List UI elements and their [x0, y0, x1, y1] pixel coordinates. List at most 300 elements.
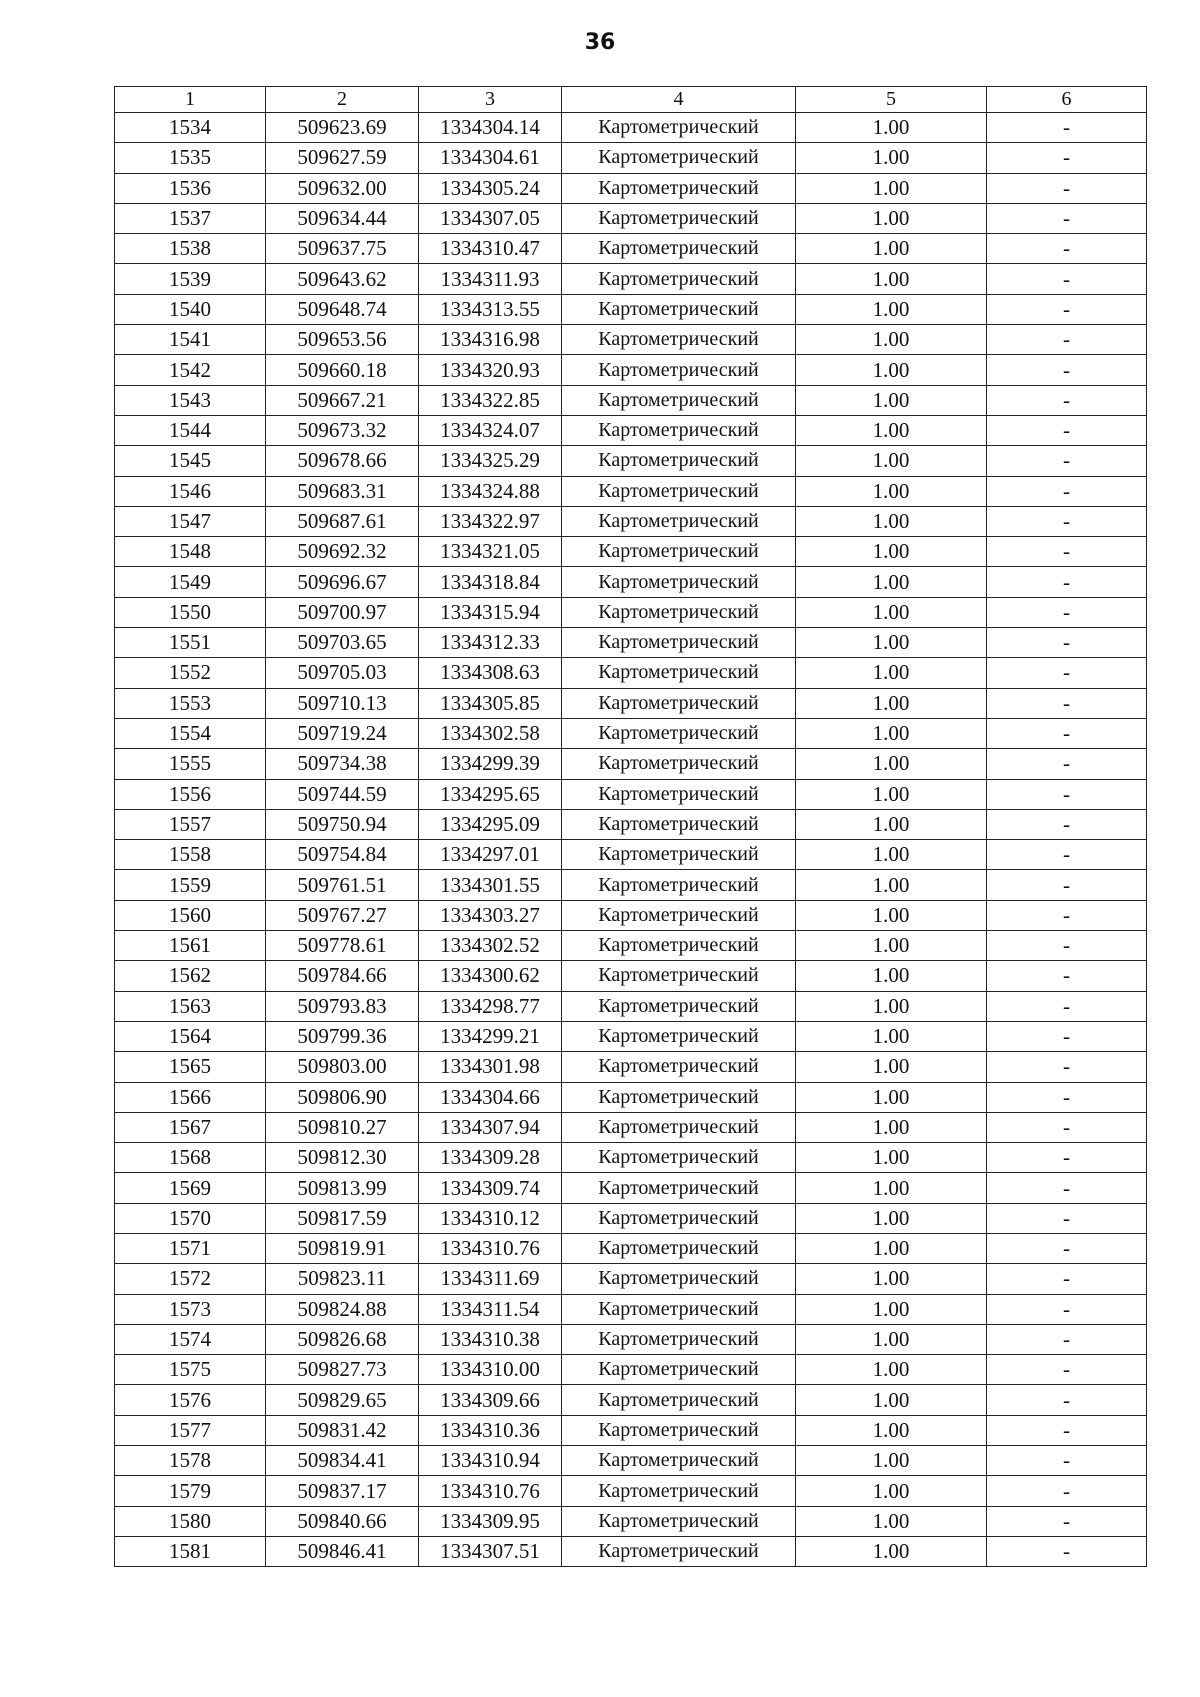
x-coordinate-cell: 509667.21 [266, 385, 419, 415]
accuracy-cell: 1.00 [796, 688, 987, 718]
x-coordinate-cell: 509734.38 [266, 749, 419, 779]
y-coordinate-cell: 1334316.98 [419, 325, 562, 355]
x-coordinate-cell: 509700.97 [266, 597, 419, 627]
accuracy-cell: 1.00 [796, 1476, 987, 1506]
y-coordinate-cell: 1334309.74 [419, 1173, 562, 1203]
description-cell: - [987, 234, 1147, 264]
description-cell: - [987, 809, 1147, 839]
method-cell: Картометрический [562, 658, 796, 688]
method-cell: Картометрический [562, 143, 796, 173]
point-number-cell: 1534 [115, 113, 266, 143]
table-row [115, 1203, 1147, 1233]
table-row [115, 325, 1147, 355]
y-coordinate-cell: 1334295.65 [419, 779, 562, 809]
x-coordinate-cell: 509823.11 [266, 1264, 419, 1294]
y-coordinate-cell: 1334308.63 [419, 658, 562, 688]
description-cell: - [987, 1385, 1147, 1415]
accuracy-cell: 1.00 [796, 325, 987, 355]
y-coordinate-cell: 1334302.58 [419, 718, 562, 748]
description-cell: - [987, 688, 1147, 718]
column-header: 1 [115, 87, 266, 113]
x-coordinate-cell: 509627.59 [266, 143, 419, 173]
accuracy-cell: 1.00 [796, 1143, 987, 1173]
point-number-cell: 1581 [115, 1536, 266, 1566]
x-coordinate-cell: 509687.61 [266, 506, 419, 536]
y-coordinate-cell: 1334298.77 [419, 991, 562, 1021]
x-coordinate-cell: 509634.44 [266, 203, 419, 233]
description-cell: - [987, 173, 1147, 203]
method-cell: Картометрический [562, 1415, 796, 1445]
table-header-row [115, 87, 1147, 113]
description-cell: - [987, 1082, 1147, 1112]
x-coordinate-cell: 509840.66 [266, 1506, 419, 1536]
accuracy-cell: 1.00 [796, 809, 987, 839]
point-number-cell: 1548 [115, 537, 266, 567]
accuracy-cell: 1.00 [796, 203, 987, 233]
y-coordinate-cell: 1334310.36 [419, 1415, 562, 1445]
table-row [115, 1446, 1147, 1476]
coordinates-table [114, 86, 1147, 1567]
table-row [115, 1476, 1147, 1506]
description-cell: - [987, 1476, 1147, 1506]
table-row [115, 1294, 1147, 1324]
x-coordinate-cell: 509744.59 [266, 779, 419, 809]
table-row [115, 1112, 1147, 1142]
x-coordinate-cell: 509803.00 [266, 1052, 419, 1082]
point-number-cell: 1551 [115, 628, 266, 658]
table-row [115, 1324, 1147, 1354]
description-cell: - [987, 1021, 1147, 1051]
point-number-cell: 1544 [115, 415, 266, 445]
point-number-cell: 1557 [115, 809, 266, 839]
x-coordinate-cell: 509703.65 [266, 628, 419, 658]
table-row [115, 173, 1147, 203]
method-cell: Картометрический [562, 688, 796, 718]
description-cell: - [987, 1324, 1147, 1354]
x-coordinate-cell: 509824.88 [266, 1294, 419, 1324]
point-number-cell: 1550 [115, 597, 266, 627]
description-cell: - [987, 1264, 1147, 1294]
accuracy-cell: 1.00 [796, 173, 987, 203]
y-coordinate-cell: 1334320.93 [419, 355, 562, 385]
x-coordinate-cell: 509831.42 [266, 1415, 419, 1445]
table-row [115, 1082, 1147, 1112]
column-header: 3 [419, 87, 562, 113]
point-number-cell: 1563 [115, 991, 266, 1021]
point-number-cell: 1576 [115, 1385, 266, 1415]
point-number-cell: 1572 [115, 1264, 266, 1294]
point-number-cell: 1566 [115, 1082, 266, 1112]
table-row [115, 506, 1147, 536]
method-cell: Картометрический [562, 749, 796, 779]
y-coordinate-cell: 1334309.66 [419, 1385, 562, 1415]
method-cell: Картометрический [562, 628, 796, 658]
accuracy-cell: 1.00 [796, 1052, 987, 1082]
method-cell: Картометрический [562, 446, 796, 476]
table-row [115, 1506, 1147, 1536]
method-cell: Картометрический [562, 1052, 796, 1082]
table-row [115, 1385, 1147, 1415]
y-coordinate-cell: 1334311.93 [419, 264, 562, 294]
x-coordinate-cell: 509806.90 [266, 1082, 419, 1112]
accuracy-cell: 1.00 [796, 113, 987, 143]
accuracy-cell: 1.00 [796, 961, 987, 991]
accuracy-cell: 1.00 [796, 658, 987, 688]
y-coordinate-cell: 1334307.94 [419, 1112, 562, 1142]
y-coordinate-cell: 1334310.94 [419, 1446, 562, 1476]
table-row [115, 779, 1147, 809]
x-coordinate-cell: 509817.59 [266, 1203, 419, 1233]
x-coordinate-cell: 509812.30 [266, 1143, 419, 1173]
point-number-cell: 1569 [115, 1173, 266, 1203]
description-cell: - [987, 143, 1147, 173]
description-cell: - [987, 1536, 1147, 1566]
accuracy-cell: 1.00 [796, 1415, 987, 1445]
description-cell: - [987, 718, 1147, 748]
point-number-cell: 1553 [115, 688, 266, 718]
table-row [115, 1415, 1147, 1445]
accuracy-cell: 1.00 [796, 446, 987, 476]
accuracy-cell: 1.00 [796, 143, 987, 173]
accuracy-cell: 1.00 [796, 537, 987, 567]
x-coordinate-cell: 509778.61 [266, 931, 419, 961]
method-cell: Картометрический [562, 1203, 796, 1233]
method-cell: Картометрический [562, 597, 796, 627]
method-cell: Картометрический [562, 991, 796, 1021]
description-cell: - [987, 628, 1147, 658]
x-coordinate-cell: 509750.94 [266, 809, 419, 839]
accuracy-cell: 1.00 [796, 234, 987, 264]
point-number-cell: 1579 [115, 1476, 266, 1506]
description-cell: - [987, 1294, 1147, 1324]
accuracy-cell: 1.00 [796, 840, 987, 870]
table-row [115, 294, 1147, 324]
x-coordinate-cell: 509837.17 [266, 1476, 419, 1506]
column-header: 4 [562, 87, 796, 113]
table-row [115, 1052, 1147, 1082]
method-cell: Картометрический [562, 1021, 796, 1051]
method-cell: Картометрический [562, 385, 796, 415]
point-number-cell: 1574 [115, 1324, 266, 1354]
accuracy-cell: 1.00 [796, 1536, 987, 1566]
description-cell: - [987, 991, 1147, 1021]
point-number-cell: 1558 [115, 840, 266, 870]
table-row [115, 749, 1147, 779]
table-row [115, 961, 1147, 991]
description-cell: - [987, 1052, 1147, 1082]
page-number: 36 [584, 30, 616, 55]
y-coordinate-cell: 1334297.01 [419, 840, 562, 870]
description-cell: - [987, 1233, 1147, 1263]
description-cell: - [987, 900, 1147, 930]
y-coordinate-cell: 1334311.69 [419, 1264, 562, 1294]
y-coordinate-cell: 1334310.00 [419, 1355, 562, 1385]
table-row [115, 597, 1147, 627]
x-coordinate-cell: 509846.41 [266, 1536, 419, 1566]
y-coordinate-cell: 1334315.94 [419, 597, 562, 627]
y-coordinate-cell: 1334301.55 [419, 870, 562, 900]
point-number-cell: 1541 [115, 325, 266, 355]
y-coordinate-cell: 1334304.66 [419, 1082, 562, 1112]
y-coordinate-cell: 1334311.54 [419, 1294, 562, 1324]
accuracy-cell: 1.00 [796, 1203, 987, 1233]
description-cell: - [987, 658, 1147, 688]
x-coordinate-cell: 509829.65 [266, 1385, 419, 1415]
y-coordinate-cell: 1334322.97 [419, 506, 562, 536]
point-number-cell: 1540 [115, 294, 266, 324]
x-coordinate-cell: 509819.91 [266, 1233, 419, 1263]
accuracy-cell: 1.00 [796, 1233, 987, 1263]
column-header: 2 [266, 87, 419, 113]
accuracy-cell: 1.00 [796, 1324, 987, 1354]
x-coordinate-cell: 509632.00 [266, 173, 419, 203]
x-coordinate-cell: 509754.84 [266, 840, 419, 870]
point-number-cell: 1536 [115, 173, 266, 203]
description-cell: - [987, 1506, 1147, 1536]
accuracy-cell: 1.00 [796, 355, 987, 385]
x-coordinate-cell: 509648.74 [266, 294, 419, 324]
description-cell: - [987, 779, 1147, 809]
table-row [115, 628, 1147, 658]
accuracy-cell: 1.00 [796, 900, 987, 930]
method-cell: Картометрический [562, 203, 796, 233]
y-coordinate-cell: 1334305.24 [419, 173, 562, 203]
point-number-cell: 1539 [115, 264, 266, 294]
method-cell: Картометрический [562, 870, 796, 900]
point-number-cell: 1543 [115, 385, 266, 415]
description-cell: - [987, 506, 1147, 536]
point-number-cell: 1564 [115, 1021, 266, 1051]
table-row [115, 446, 1147, 476]
accuracy-cell: 1.00 [796, 1173, 987, 1203]
method-cell: Картометрический [562, 1476, 796, 1506]
x-coordinate-cell: 509827.73 [266, 1355, 419, 1385]
point-number-cell: 1567 [115, 1112, 266, 1142]
x-coordinate-cell: 509683.31 [266, 476, 419, 506]
method-cell: Картометрический [562, 961, 796, 991]
table-row [115, 203, 1147, 233]
y-coordinate-cell: 1334301.98 [419, 1052, 562, 1082]
point-number-cell: 1570 [115, 1203, 266, 1233]
table-row [115, 1143, 1147, 1173]
method-cell: Картометрический [562, 779, 796, 809]
method-cell: Картометрический [562, 234, 796, 264]
method-cell: Картометрический [562, 1264, 796, 1294]
description-cell: - [987, 597, 1147, 627]
table-row [115, 1173, 1147, 1203]
point-number-cell: 1560 [115, 900, 266, 930]
point-number-cell: 1556 [115, 779, 266, 809]
description-cell: - [987, 840, 1147, 870]
x-coordinate-cell: 509793.83 [266, 991, 419, 1021]
description-cell: - [987, 415, 1147, 445]
description-cell: - [987, 294, 1147, 324]
method-cell: Картометрический [562, 900, 796, 930]
table-row [115, 264, 1147, 294]
method-cell: Картометрический [562, 476, 796, 506]
accuracy-cell: 1.00 [796, 1506, 987, 1536]
description-cell: - [987, 1203, 1147, 1233]
method-cell: Картометрический [562, 567, 796, 597]
table-row [115, 537, 1147, 567]
accuracy-cell: 1.00 [796, 931, 987, 961]
point-number-cell: 1549 [115, 567, 266, 597]
accuracy-cell: 1.00 [796, 991, 987, 1021]
accuracy-cell: 1.00 [796, 294, 987, 324]
method-cell: Картометрический [562, 931, 796, 961]
x-coordinate-cell: 509834.41 [266, 1446, 419, 1476]
description-cell: - [987, 1355, 1147, 1385]
accuracy-cell: 1.00 [796, 506, 987, 536]
y-coordinate-cell: 1334304.14 [419, 113, 562, 143]
x-coordinate-cell: 509678.66 [266, 446, 419, 476]
y-coordinate-cell: 1334310.76 [419, 1476, 562, 1506]
table-row [115, 1355, 1147, 1385]
table-row [115, 991, 1147, 1021]
y-coordinate-cell: 1334307.51 [419, 1536, 562, 1566]
x-coordinate-cell: 509705.03 [266, 658, 419, 688]
table-row [115, 415, 1147, 445]
x-coordinate-cell: 509813.99 [266, 1173, 419, 1203]
x-coordinate-cell: 509623.69 [266, 113, 419, 143]
method-cell: Картометрический [562, 1385, 796, 1415]
y-coordinate-cell: 1334312.33 [419, 628, 562, 658]
accuracy-cell: 1.00 [796, 779, 987, 809]
x-coordinate-cell: 509799.36 [266, 1021, 419, 1051]
y-coordinate-cell: 1334299.39 [419, 749, 562, 779]
accuracy-cell: 1.00 [796, 476, 987, 506]
accuracy-cell: 1.00 [796, 1112, 987, 1142]
y-coordinate-cell: 1334299.21 [419, 1021, 562, 1051]
method-cell: Картометрический [562, 1446, 796, 1476]
method-cell: Картометрический [562, 1536, 796, 1566]
table-row [115, 385, 1147, 415]
accuracy-cell: 1.00 [796, 1264, 987, 1294]
accuracy-cell: 1.00 [796, 1021, 987, 1051]
method-cell: Картометрический [562, 1143, 796, 1173]
accuracy-cell: 1.00 [796, 597, 987, 627]
x-coordinate-cell: 509696.67 [266, 567, 419, 597]
point-number-cell: 1559 [115, 870, 266, 900]
description-cell: - [987, 537, 1147, 567]
x-coordinate-cell: 509810.27 [266, 1112, 419, 1142]
accuracy-cell: 1.00 [796, 1082, 987, 1112]
accuracy-cell: 1.00 [796, 1385, 987, 1415]
point-number-cell: 1554 [115, 718, 266, 748]
accuracy-cell: 1.00 [796, 415, 987, 445]
point-number-cell: 1561 [115, 931, 266, 961]
y-coordinate-cell: 1334304.61 [419, 143, 562, 173]
y-coordinate-cell: 1334307.05 [419, 203, 562, 233]
description-cell: - [987, 1112, 1147, 1142]
accuracy-cell: 1.00 [796, 749, 987, 779]
table-row [115, 900, 1147, 930]
x-coordinate-cell: 509719.24 [266, 718, 419, 748]
table-row [115, 1264, 1147, 1294]
table-row [115, 931, 1147, 961]
y-coordinate-cell: 1334305.85 [419, 688, 562, 718]
method-cell: Картометрический [562, 1506, 796, 1536]
point-number-cell: 1538 [115, 234, 266, 264]
description-cell: - [987, 476, 1147, 506]
y-coordinate-cell: 1334324.88 [419, 476, 562, 506]
table-row [115, 1536, 1147, 1566]
method-cell: Картометрический [562, 1355, 796, 1385]
method-cell: Картометрический [562, 1294, 796, 1324]
method-cell: Картометрический [562, 325, 796, 355]
point-number-cell: 1573 [115, 1294, 266, 1324]
description-cell: - [987, 325, 1147, 355]
y-coordinate-cell: 1334321.05 [419, 537, 562, 567]
table-row [115, 688, 1147, 718]
method-cell: Картометрический [562, 1233, 796, 1263]
method-cell: Картометрический [562, 1324, 796, 1354]
accuracy-cell: 1.00 [796, 718, 987, 748]
x-coordinate-cell: 509784.66 [266, 961, 419, 991]
description-cell: - [987, 1446, 1147, 1476]
method-cell: Картометрический [562, 415, 796, 445]
point-number-cell: 1580 [115, 1506, 266, 1536]
point-number-cell: 1537 [115, 203, 266, 233]
point-number-cell: 1565 [115, 1052, 266, 1082]
method-cell: Картометрический [562, 537, 796, 567]
point-number-cell: 1568 [115, 1143, 266, 1173]
y-coordinate-cell: 1334309.28 [419, 1143, 562, 1173]
y-coordinate-cell: 1334300.62 [419, 961, 562, 991]
point-number-cell: 1552 [115, 658, 266, 688]
description-cell: - [987, 931, 1147, 961]
y-coordinate-cell: 1334324.07 [419, 415, 562, 445]
method-cell: Картометрический [562, 355, 796, 385]
x-coordinate-cell: 509643.62 [266, 264, 419, 294]
y-coordinate-cell: 1334322.85 [419, 385, 562, 415]
description-cell: - [987, 385, 1147, 415]
description-cell: - [987, 113, 1147, 143]
method-cell: Картометрический [562, 264, 796, 294]
table-row [115, 113, 1147, 143]
description-cell: - [987, 264, 1147, 294]
accuracy-cell: 1.00 [796, 567, 987, 597]
table-row [115, 809, 1147, 839]
accuracy-cell: 1.00 [796, 870, 987, 900]
x-coordinate-cell: 509767.27 [266, 900, 419, 930]
description-cell: - [987, 749, 1147, 779]
table-row [115, 476, 1147, 506]
y-coordinate-cell: 1334310.76 [419, 1233, 562, 1263]
x-coordinate-cell: 509692.32 [266, 537, 419, 567]
y-coordinate-cell: 1334325.29 [419, 446, 562, 476]
description-cell: - [987, 567, 1147, 597]
y-coordinate-cell: 1334313.55 [419, 294, 562, 324]
table-row [115, 355, 1147, 385]
method-cell: Картометрический [562, 1112, 796, 1142]
description-cell: - [987, 446, 1147, 476]
x-coordinate-cell: 509761.51 [266, 870, 419, 900]
point-number-cell: 1575 [115, 1355, 266, 1385]
x-coordinate-cell: 509660.18 [266, 355, 419, 385]
point-number-cell: 1542 [115, 355, 266, 385]
description-cell: - [987, 203, 1147, 233]
description-cell: - [987, 1173, 1147, 1203]
y-coordinate-cell: 1334302.52 [419, 931, 562, 961]
y-coordinate-cell: 1334303.27 [419, 900, 562, 930]
table-row [115, 658, 1147, 688]
x-coordinate-cell: 509710.13 [266, 688, 419, 718]
point-number-cell: 1555 [115, 749, 266, 779]
point-number-cell: 1535 [115, 143, 266, 173]
accuracy-cell: 1.00 [796, 1446, 987, 1476]
x-coordinate-cell: 509826.68 [266, 1324, 419, 1354]
